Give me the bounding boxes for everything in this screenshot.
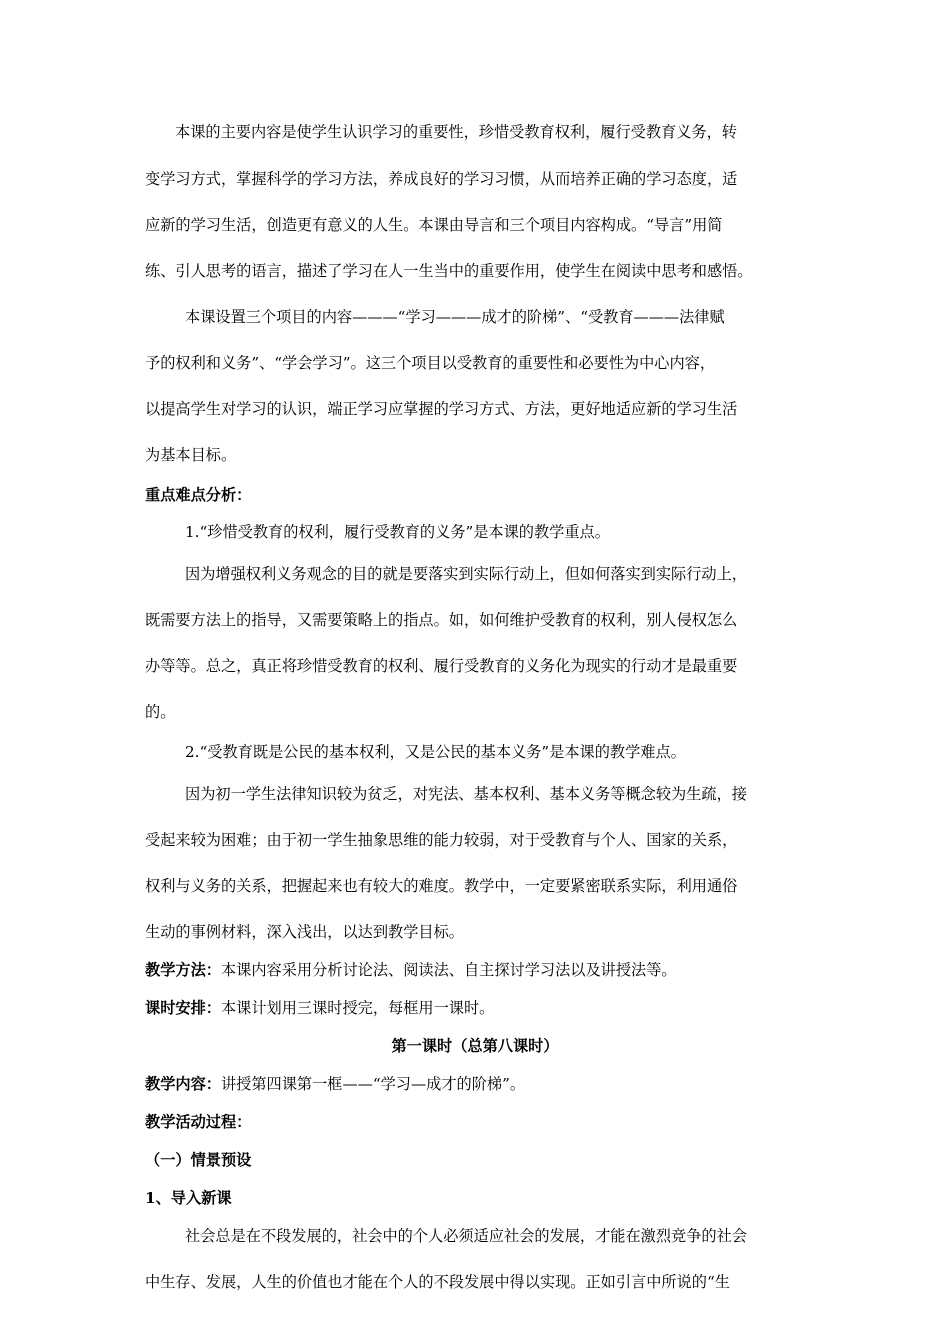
paragraph-line: 生动的事例材料，深入浅出，以达到教学目标。	[145, 923, 464, 941]
process-heading: 教学活动过程：	[145, 1113, 252, 1131]
paragraph-line: 为基本目标。	[145, 446, 237, 464]
teaching-content-label: 教学内容：	[145, 1075, 221, 1093]
paragraph-line: 练、引人思考的语言，描述了学习在人一生当中的重要作用，使学生在阅读中思考和感悟。	[145, 262, 753, 280]
time-arrangement-label: 课时安排：	[145, 999, 221, 1017]
paragraph-line: 以提高学生对学习的认识，端正学习应掌握的学习方式、方法，更好地适应新的学习生活	[145, 400, 738, 418]
paragraph-line: 的。	[145, 703, 176, 721]
key-point-1: 1.“珍惜受教育的权利，履行受教育的义务”是本课的教学重点。	[185, 523, 610, 541]
paragraph-line: 中生存、发展，人生的价值也才能在个人的不段发展中得以实现。正如引言中所说的“生	[145, 1273, 730, 1291]
key-point-2: 2.“受教育既是公民的基本权利，又是公民的基本义务”是本课的教学难点。	[185, 743, 686, 761]
section-heading-scenario: （一）情景预设	[145, 1151, 252, 1169]
time-arrangement-text: 本课计划用三课时授完，每框用一课时。	[220, 999, 495, 1017]
paragraph-line: 因为增强权利义务观念的目的就是要落实到实际行动上，但如何落实到实际行动上，	[185, 565, 747, 583]
paragraph-line: 应新的学习生活，创造更有意义的人生。本课由导言和三个项目内容构成。“导言”用简	[145, 216, 723, 234]
lesson-title: 第一课时（总第八课时）	[391, 1037, 559, 1055]
teaching-content-text: 讲授第四课第一框——“学习—成才的阶梯”。	[220, 1075, 526, 1093]
subsection-heading-intro: 1、导入新课	[145, 1189, 232, 1207]
paragraph-line: 变学习方式，掌握科学的学习方法，养成良好的学习习惯，从而培养正确的学习态度，适	[145, 170, 738, 188]
paragraph-line: 因为初一学生法律知识较为贫乏，对宪法、基本权利、基本义务等概念较为生疏，接	[185, 785, 747, 803]
teaching-method-text: 本课内容采用分析讨论法、阅读法、自主探讨学习法以及讲授法等。	[220, 961, 677, 979]
paragraph-line: 本课的主要内容是使学生认识学习的重要性，珍惜受教育权利，履行受教育义务，转	[175, 123, 737, 141]
paragraph-line: 予的权利和义务”、“学会学习”。这三个项目以受教育的重要性和必要性为中心内容，	[145, 354, 716, 372]
paragraph-line: 既需要方法上的指导，又需要策略上的指点。如，如何维护受教育的权利，别人侵权怎么	[145, 611, 738, 629]
paragraph-line: 受起来较为困难；由于初一学生抽象思维的能力较弱，对于受教育与个人、国家的关系，	[145, 831, 738, 849]
paragraph-line: 办等等。总之，真正将珍惜受教育的权利、履行受教育的义务化为现实的行动才是最重要	[145, 657, 738, 675]
teaching-method	[145, 960, 677, 980]
time-arrangement	[145, 998, 494, 1018]
paragraph-line: 本课设置三个项目的内容———“学习———成才的阶梯”、“受教育———法律赋	[185, 308, 725, 326]
teaching-content	[145, 1074, 525, 1094]
paragraph-line: 社会总是在不段发展的，社会中的个人必须适应社会的发展，才能在激烈竞争的社会	[185, 1227, 747, 1245]
teaching-method-label: 教学方法：	[145, 961, 221, 979]
paragraph-line: 权利与义务的关系，把握起来也有较大的难度。教学中，一定要紧密联系实际，利用通俗	[145, 877, 738, 895]
section-heading-key-points: 重点难点分析：	[145, 486, 252, 504]
